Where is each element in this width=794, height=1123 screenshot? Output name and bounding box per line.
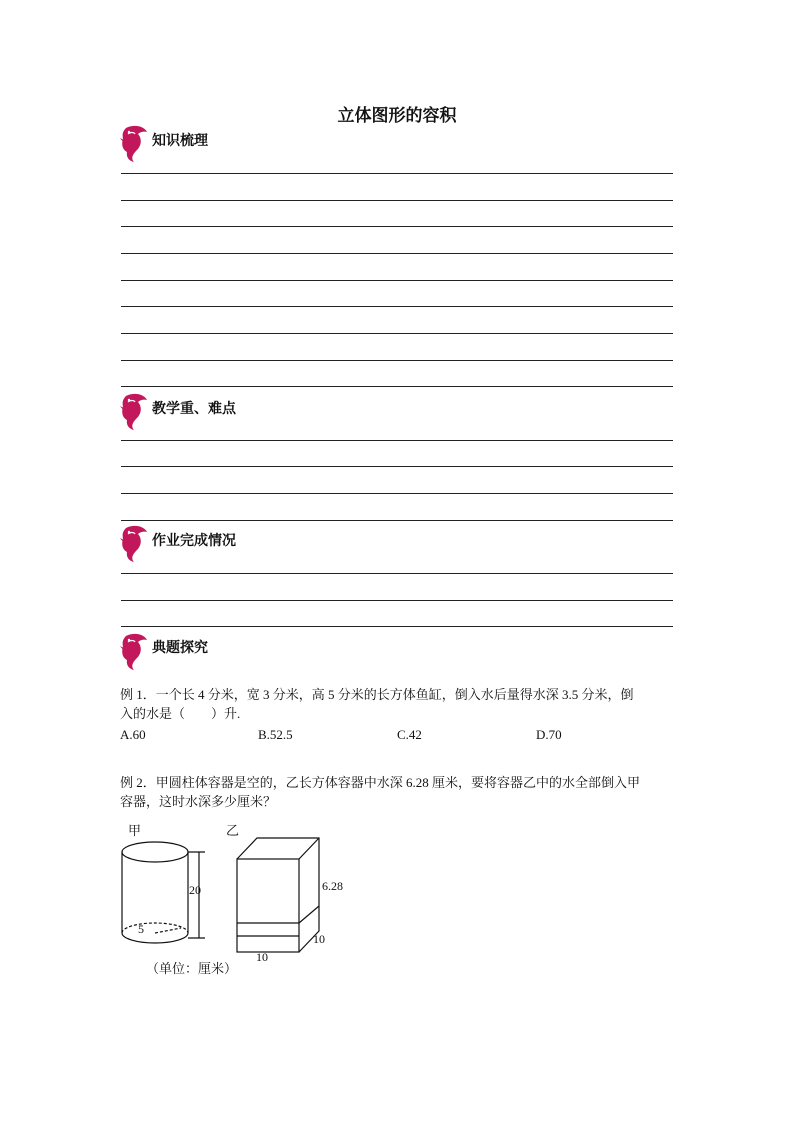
question-line: 容器，这时水深多少厘米？ bbox=[120, 794, 277, 809]
writing-line bbox=[121, 226, 673, 227]
writing-line bbox=[121, 200, 673, 201]
section-header-key-points bbox=[120, 392, 420, 432]
example-2-question bbox=[120, 773, 680, 811]
section-header-homework bbox=[120, 524, 420, 564]
section-label: 教学重、难点 bbox=[152, 401, 236, 417]
option-b: B.52.5 bbox=[258, 727, 293, 742]
box-width-label: 10 bbox=[256, 950, 268, 964]
section-label: 知识梳理 bbox=[152, 133, 208, 149]
question-line: 例 2．甲圆柱体容器是空的，乙长方体容器中水深 6.28 厘米，要将容器乙中的水全部倒入甲 bbox=[120, 775, 641, 790]
dolphin-icon bbox=[120, 124, 150, 164]
writing-line bbox=[121, 386, 673, 387]
box-water-depth-label: 6.28 bbox=[322, 879, 343, 893]
unit-label: （单位：厘米） bbox=[146, 962, 238, 977]
section-label: 作业完成情况 bbox=[152, 533, 236, 549]
writing-line bbox=[121, 333, 673, 334]
option-d: D.70 bbox=[536, 727, 562, 742]
writing-line bbox=[121, 573, 673, 574]
box-container bbox=[237, 838, 319, 952]
writing-line bbox=[121, 173, 673, 174]
dolphin-icon bbox=[120, 524, 150, 564]
option-a: A.60 bbox=[120, 727, 146, 742]
label-container-b: 乙 bbox=[226, 824, 240, 839]
page-title: 立体图形的容积 bbox=[337, 106, 457, 126]
section-header-knowledge bbox=[120, 124, 420, 164]
question-line: 例 1．一个长 4 分米，宽 3 分米，高 5 分米的长方体鱼缸，倒入水后量得水深 3.5 分米，倒 bbox=[120, 687, 634, 702]
cylinder-radius-label: 5 bbox=[138, 922, 144, 936]
writing-line bbox=[121, 520, 673, 521]
dolphin-icon bbox=[120, 632, 150, 672]
cylinder-height-label: 20 bbox=[189, 883, 201, 897]
label-container-a: 甲 bbox=[128, 824, 142, 839]
section-label: 典题探究 bbox=[152, 640, 208, 656]
writing-line bbox=[121, 493, 673, 494]
example-1-question bbox=[120, 685, 680, 723]
writing-line bbox=[121, 306, 673, 307]
writing-line bbox=[121, 600, 673, 601]
writing-line bbox=[121, 626, 673, 627]
containers-figure bbox=[115, 835, 340, 960]
section-header-examples bbox=[120, 632, 420, 672]
writing-line bbox=[121, 466, 673, 467]
writing-line bbox=[121, 360, 673, 361]
option-c: C.42 bbox=[397, 727, 422, 742]
box-depth-label: 10 bbox=[313, 932, 325, 946]
question-line: 入的水是（ ）升. bbox=[120, 706, 241, 721]
writing-line bbox=[121, 280, 673, 281]
writing-line bbox=[121, 253, 673, 254]
writing-line bbox=[121, 440, 673, 441]
dolphin-icon bbox=[120, 392, 150, 432]
